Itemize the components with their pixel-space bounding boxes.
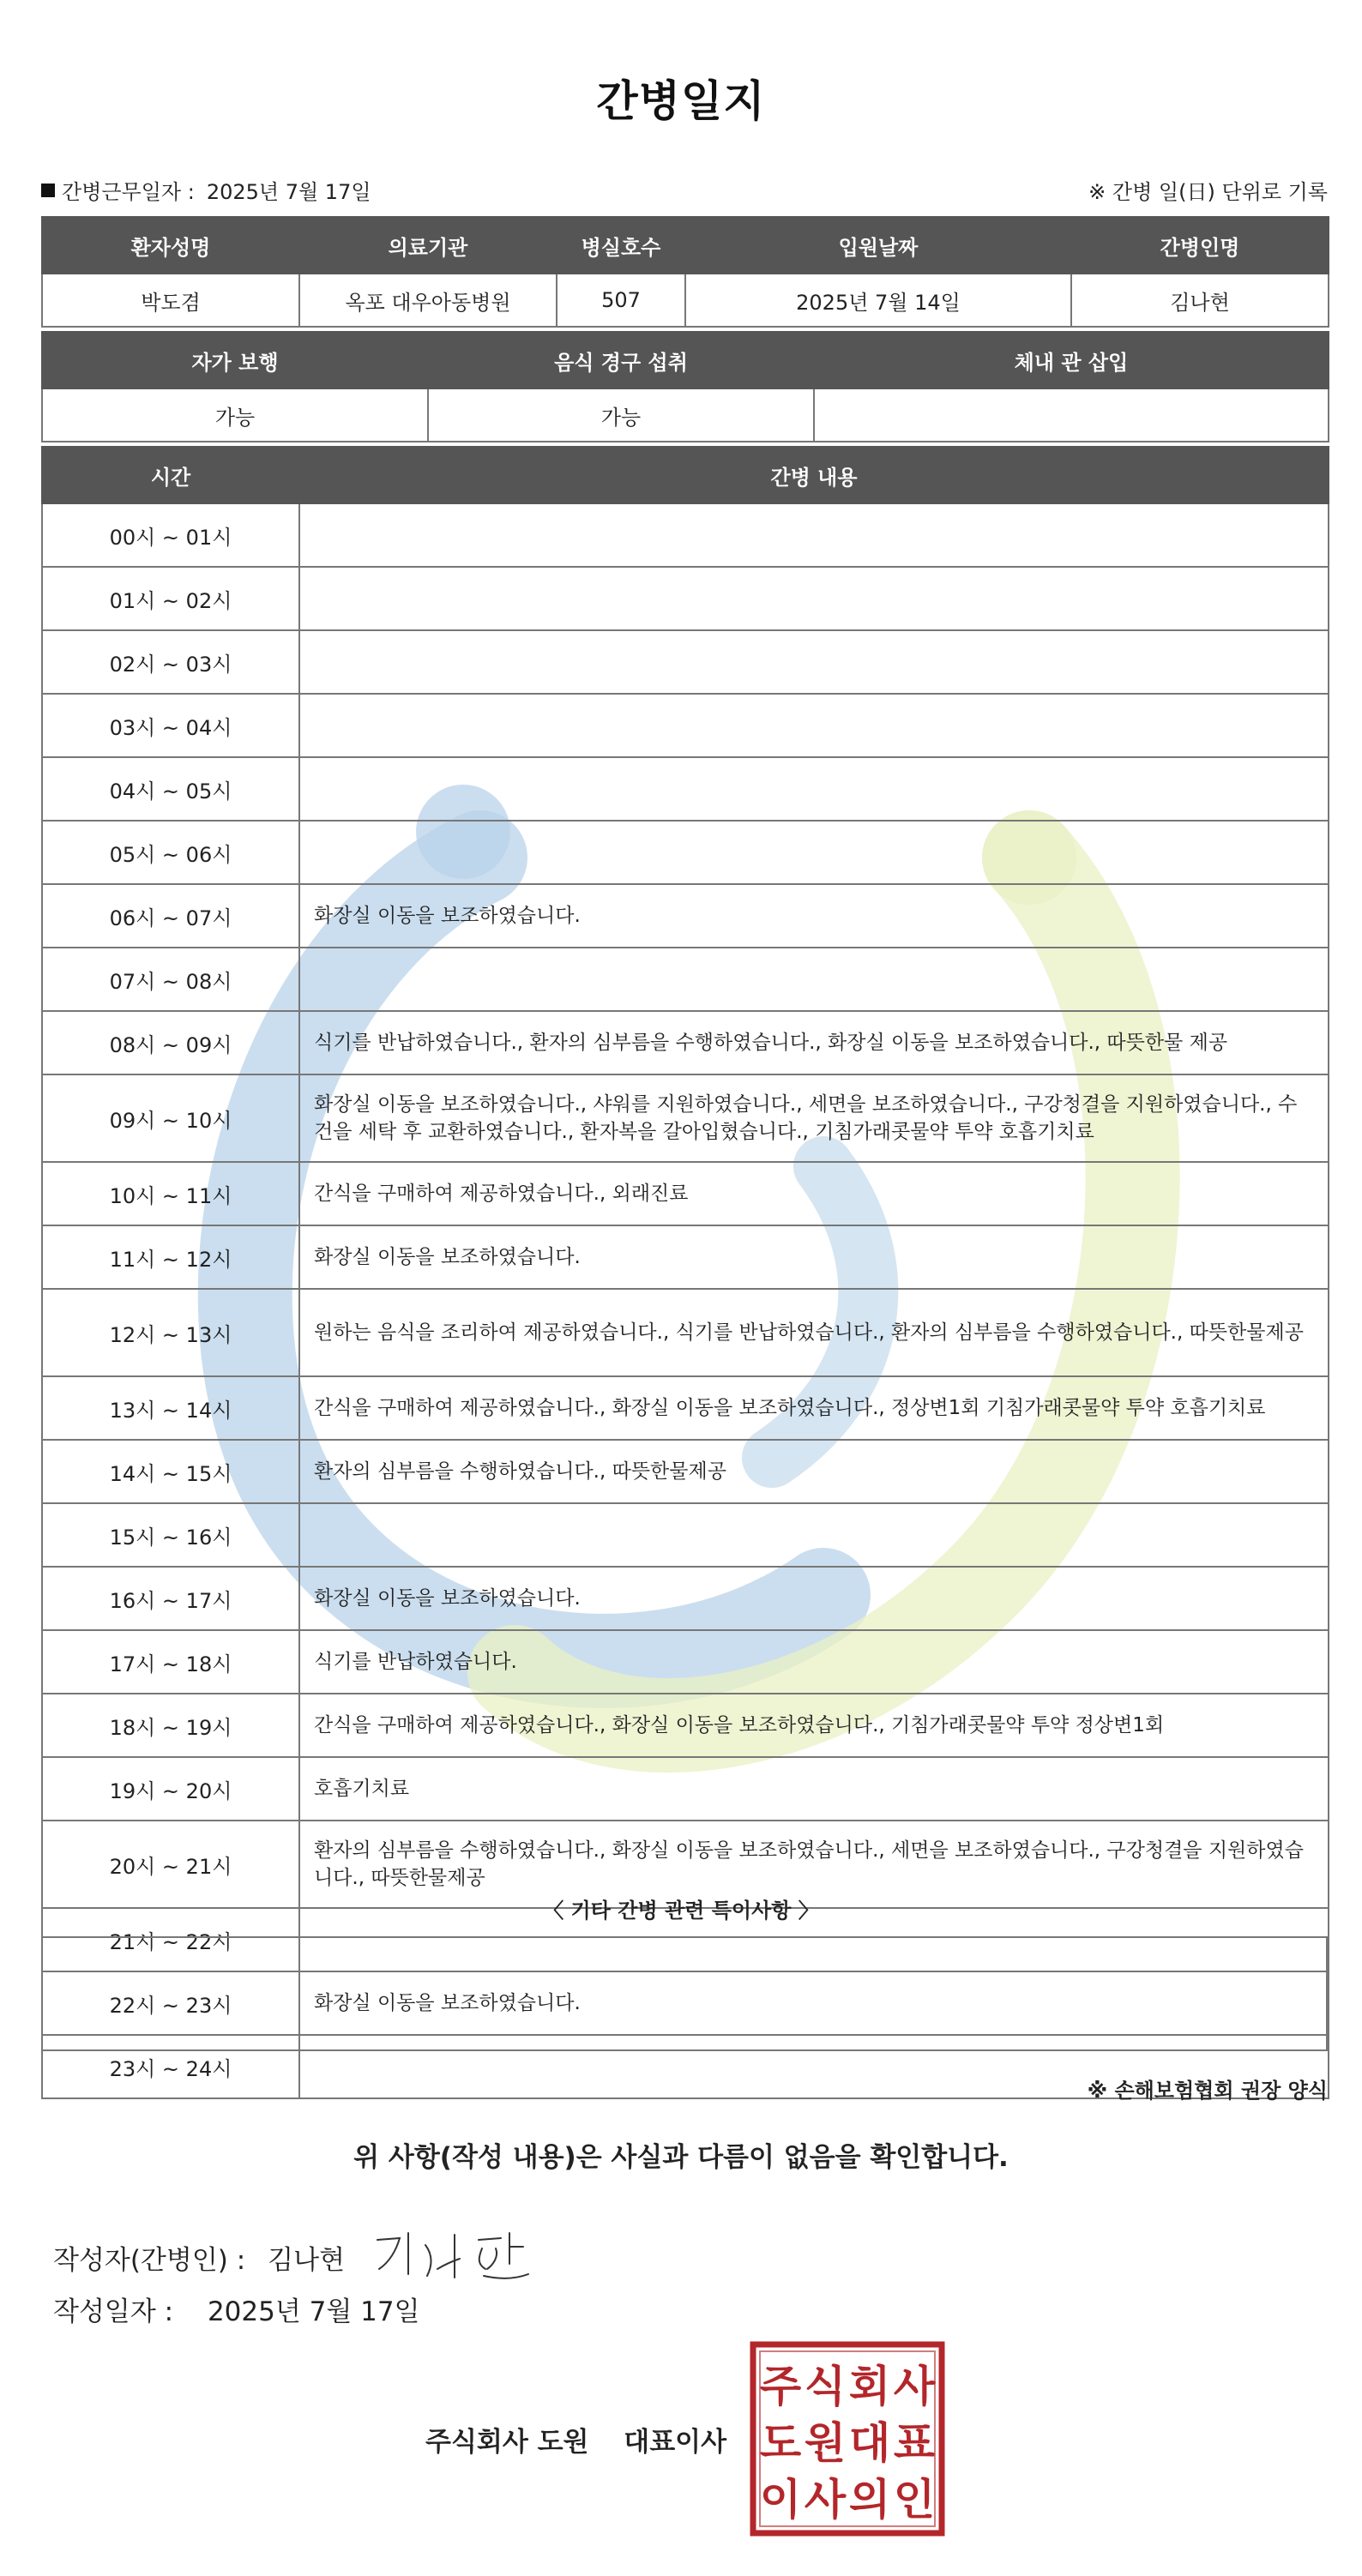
seal-character: 의 (848, 2475, 891, 2525)
table-row (42, 694, 1329, 757)
time-slot: 19시 ~ 20시 (42, 1757, 299, 1821)
unit-note: ※ 간병 일(日) 단위로 기록 (1088, 180, 1328, 204)
care-content: 환자의 심부름을 수행하였습니다., 따뜻한물제공 (299, 1440, 1329, 1503)
table-header-row (42, 217, 1329, 274)
time-slot: 21시 ~ 22시 (42, 1908, 299, 1971)
company-line (425, 2420, 726, 2459)
seal-character: 표 (893, 2418, 936, 2468)
header-tube-insertion: 체내 관 삽입 (814, 332, 1329, 388)
patient-name: 박도겸 (42, 274, 299, 327)
page-title: 간병일지 (596, 76, 766, 126)
seal-character: 사 (893, 2362, 936, 2411)
time-slot: 04시 ~ 05시 (42, 757, 299, 821)
header-hospital: 의료기관 (299, 217, 557, 274)
table-row (42, 884, 1329, 948)
table-row (42, 567, 1329, 630)
time-slot: 11시 ~ 12시 (42, 1225, 299, 1289)
time-slot: 17시 ~ 18시 (42, 1630, 299, 1694)
table-header-row (42, 447, 1329, 503)
seal-character: 이 (759, 2475, 802, 2525)
company-role: 대표이사 (624, 2427, 727, 2458)
care-content (299, 1503, 1329, 1567)
header-patient-name: 환자성명 (42, 217, 299, 274)
header-time: 시간 (42, 447, 299, 503)
care-content: 식기를 반납하였습니다., 환자의 심부름을 수행하였습니다., 화장실 이동을 보조하였습니다., 따뜻한물 제공 (299, 1011, 1329, 1074)
time-slot: 18시 ~ 19시 (42, 1694, 299, 1757)
time-slot: 02시 ~ 03시 (42, 630, 299, 694)
time-slot: 13시 ~ 14시 (42, 1376, 299, 1440)
care-content: 화장실 이동을 보조하였습니다., 샤워를 지원하였습니다., 세면을 보조하였습니다., 구강청결을 지원하였습니다., 수건을 세탁 후 교환하였습니다., 환자복을 갈아입혔습니다., 기침가래콧물약 투약 호흡기치료 (299, 1074, 1329, 1162)
seal-character: 회 (848, 2362, 891, 2411)
table-row (42, 1503, 1329, 1567)
written-date-label: 작성일자 : (53, 2296, 174, 2327)
table-row (42, 1074, 1329, 1162)
care-content: 화장실 이동을 보조하였습니다. (299, 1225, 1329, 1289)
table-row (42, 1567, 1329, 1630)
care-content (299, 630, 1329, 694)
time-slot: 12시 ~ 13시 (42, 1289, 299, 1376)
care-content: 화장실 이동을 보조하였습니다. (299, 1567, 1329, 1630)
care-content: 화장실 이동을 보조하였습니다. (299, 1971, 1329, 2035)
table-row (42, 1757, 1329, 1821)
time-slot: 09시 ~ 10시 (42, 1074, 299, 1162)
care-content (299, 757, 1329, 821)
time-slot: 05시 ~ 06시 (42, 821, 299, 884)
time-slot: 23시 ~ 24시 (42, 2035, 299, 2098)
table-row (42, 274, 1329, 327)
table-row (42, 948, 1329, 1011)
table-row (42, 1630, 1329, 1694)
time-slot: 10시 ~ 11시 (42, 1162, 299, 1225)
table-row (42, 630, 1329, 694)
table-row (42, 388, 1329, 442)
header-self-walking: 자가 보행 (42, 332, 428, 388)
care-content: 간식을 구매하여 제공하였습니다., 화장실 이동을 보조하였습니다., 기침가래콧물약 투약 정상변1회 (299, 1694, 1329, 1757)
time-slot: 15시 ~ 16시 (42, 1503, 299, 1567)
square-bullet-icon (41, 184, 55, 197)
time-slot: 14시 ~ 15시 (42, 1440, 299, 1503)
care-content (299, 948, 1329, 1011)
header-admission-date: 입원날짜 (685, 217, 1071, 274)
form-note: ※ 손해보험협회 권장 양식 (1087, 2079, 1328, 2103)
tube-insertion-value (814, 388, 1329, 442)
notes-title: 〈 기타 간병 관련 특이사항 〉 (543, 1899, 819, 1923)
admission-date: 2025년 7월 14일 (685, 274, 1071, 327)
care-content (299, 503, 1329, 567)
table-row (42, 1289, 1329, 1376)
table-row (42, 757, 1329, 821)
seal-character: 주 (759, 2362, 802, 2411)
header-care-content: 간병 내용 (299, 447, 1329, 503)
care-content: 호흡기치료 (299, 1757, 1329, 1821)
time-slot: 08시 ~ 09시 (42, 1011, 299, 1074)
writer-name: 김나현 (268, 2244, 346, 2276)
seal-character: 원 (804, 2418, 847, 2468)
table-row (42, 1011, 1329, 1074)
care-content: 간식을 구매하여 제공하였습니다., 외래진료 (299, 1162, 1329, 1225)
patient-condition-table (41, 331, 1329, 442)
seal-character: 사 (804, 2475, 847, 2525)
time-slot: 00시 ~ 01시 (42, 503, 299, 567)
seal-character: 도 (759, 2418, 802, 2468)
time-slot: 03시 ~ 04시 (42, 694, 299, 757)
writer-line (53, 2226, 533, 2288)
work-date (41, 175, 371, 205)
table-row (42, 1162, 1329, 1225)
time-slot: 01시 ~ 02시 (42, 567, 299, 630)
seal-character: 식 (804, 2362, 847, 2411)
patient-info-table (41, 216, 1329, 328)
written-date-value: 2025년 7월 17일 (207, 2296, 420, 2327)
table-header-row (42, 332, 1329, 388)
care-content: 환자의 심부름을 수행하였습니다., 화장실 이동을 보조하였습니다., 세면을 보조하였습니다., 구강청결을 지원하였습니다., 따뜻한물제공 (299, 1821, 1329, 1908)
table-row (42, 1376, 1329, 1440)
table-row (42, 1440, 1329, 1503)
table-row (42, 1225, 1329, 1289)
care-content: 화장실 이동을 보조하였습니다. (299, 884, 1329, 948)
time-slot: 07시 ~ 08시 (42, 948, 299, 1011)
written-date-line (53, 2290, 420, 2328)
time-slot: 20시 ~ 21시 (42, 1821, 299, 1908)
work-date-value: 2025년 7월 17일 (206, 180, 371, 204)
header-caregiver: 간병인명 (1071, 217, 1329, 274)
hospital-name: 옥포 대우아동병원 (299, 274, 557, 327)
table-row (42, 503, 1329, 567)
caregiver-name: 김나현 (1071, 274, 1329, 327)
care-content: 식기를 반납하였습니다. (299, 1630, 1329, 1694)
writer-label: 작성자(간병인) : (53, 2244, 246, 2276)
notes-box (41, 1936, 1328, 2051)
table-row (42, 821, 1329, 884)
time-slot: 16시 ~ 17시 (42, 1567, 299, 1630)
header-room: 병실호수 (557, 217, 685, 274)
header-oral-intake: 음식 경구 섭취 (428, 332, 814, 388)
seal-character: 인 (893, 2475, 936, 2525)
care-content (299, 567, 1329, 630)
oral-intake-value: 가능 (428, 388, 814, 442)
handwritten-signature (371, 2226, 533, 2288)
self-walking-value: 가능 (42, 388, 428, 442)
care-content (299, 694, 1329, 757)
table-row (42, 1694, 1329, 1757)
care-schedule-table (41, 446, 1329, 2099)
confirmation-statement: 위 사항(작성 내용)은 사실과 다름이 없음을 확인합니다. (353, 2142, 1009, 2173)
care-content: 원하는 음식을 조리하여 제공하였습니다., 식기를 반납하였습니다., 환자의 심부름을 수행하였습니다., 따뜻한물제공 (299, 1289, 1329, 1376)
care-content (299, 821, 1329, 884)
room-number: 507 (557, 274, 685, 327)
seal-character: 대 (848, 2418, 891, 2468)
time-slot: 22시 ~ 23시 (42, 1971, 299, 2035)
company-name: 주식회사 도원 (425, 2427, 589, 2458)
care-content: 간식을 구매하여 제공하였습니다., 화장실 이동을 보조하였습니다., 정상변1회 기침가래콧물약 투약 호흡기치료 (299, 1376, 1329, 1440)
time-slot: 06시 ~ 07시 (42, 884, 299, 948)
work-date-label: 간병근무일자 : (62, 180, 195, 204)
company-seal-stamp (750, 2341, 945, 2537)
